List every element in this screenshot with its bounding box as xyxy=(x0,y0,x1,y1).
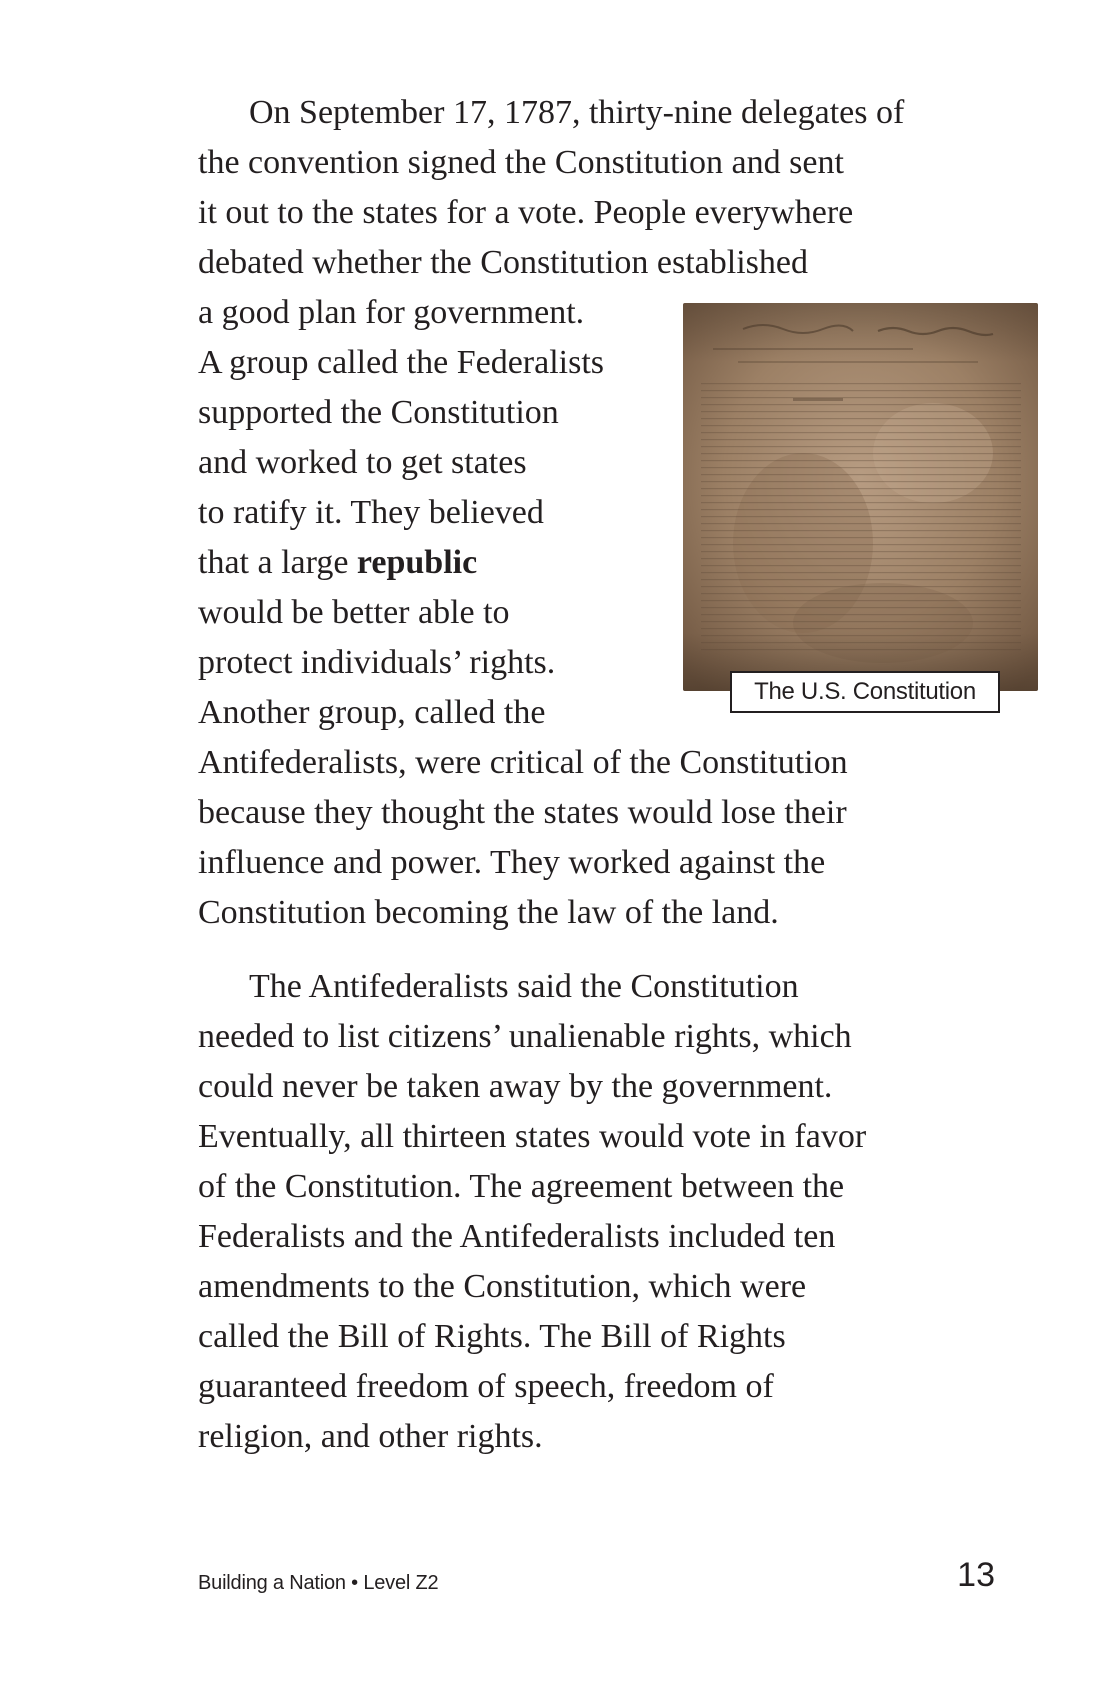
paragraph-line: called the Bill of Rights. The Bill of Rights xyxy=(198,1318,786,1355)
paragraph-line: influence and power. They worked against the xyxy=(198,844,826,881)
paragraph-line: a good plan for government. xyxy=(198,294,585,331)
paragraph-line: Constitution becoming the law of the land. xyxy=(198,894,779,931)
paragraph-line: and worked to get states xyxy=(198,444,527,481)
paragraph-line: would be better able to xyxy=(198,594,510,631)
line-text: that a large xyxy=(198,544,357,581)
paragraph-line: the convention signed the Constitution and sent xyxy=(198,144,844,181)
paragraph-line xyxy=(198,538,477,588)
paragraph-line: On September 17, 1787, thirty-nine delegates of xyxy=(249,94,905,131)
constitution-document-image xyxy=(683,303,1038,691)
paragraph-line: supported the Constitution xyxy=(198,394,559,431)
paragraph-line: because they thought the states would lose their xyxy=(198,794,847,831)
constitution-figure xyxy=(683,303,1038,705)
figure-caption: The U.S. Constitution xyxy=(730,671,1000,713)
paragraph-line: amendments to the Constitution, which were xyxy=(198,1268,807,1305)
paragraph-line: Another group, called the xyxy=(198,694,546,731)
paragraph-line: A group called the Federalists xyxy=(198,344,605,381)
paragraph-line: The Antifederalists said the Constitution xyxy=(249,968,799,1005)
page-number: 13 xyxy=(957,1556,995,1594)
paragraph-line: protect individuals’ rights. xyxy=(198,644,556,681)
paragraph-line: could never be taken away by the government. xyxy=(198,1068,833,1105)
paragraph-line: religion, and other rights. xyxy=(198,1418,543,1455)
paragraph-line: Federalists and the Antifederalists included ten xyxy=(198,1218,836,1255)
paragraph-line: of the Constitution. The agreement between the xyxy=(198,1168,845,1205)
paragraph-line: Eventually, all thirteen states would vote in favor xyxy=(198,1118,867,1155)
vocabulary-term-republic: republic xyxy=(356,544,478,581)
paragraph-line: Antifederalists, were critical of the Constitution xyxy=(198,744,848,781)
paragraph-line: it out to the states for a vote. People everywhere xyxy=(198,194,854,231)
paragraph-line: needed to list citizens’ unalienable rights, which xyxy=(198,1018,852,1055)
footer-book-title: Building a Nation • Level Z2 xyxy=(198,1572,439,1594)
paragraph-line: debated whether the Constitution established xyxy=(198,244,808,281)
paragraph-line: guaranteed freedom of speech, freedom of xyxy=(198,1368,774,1405)
paragraph-line: to ratify it. They believed xyxy=(198,494,544,531)
